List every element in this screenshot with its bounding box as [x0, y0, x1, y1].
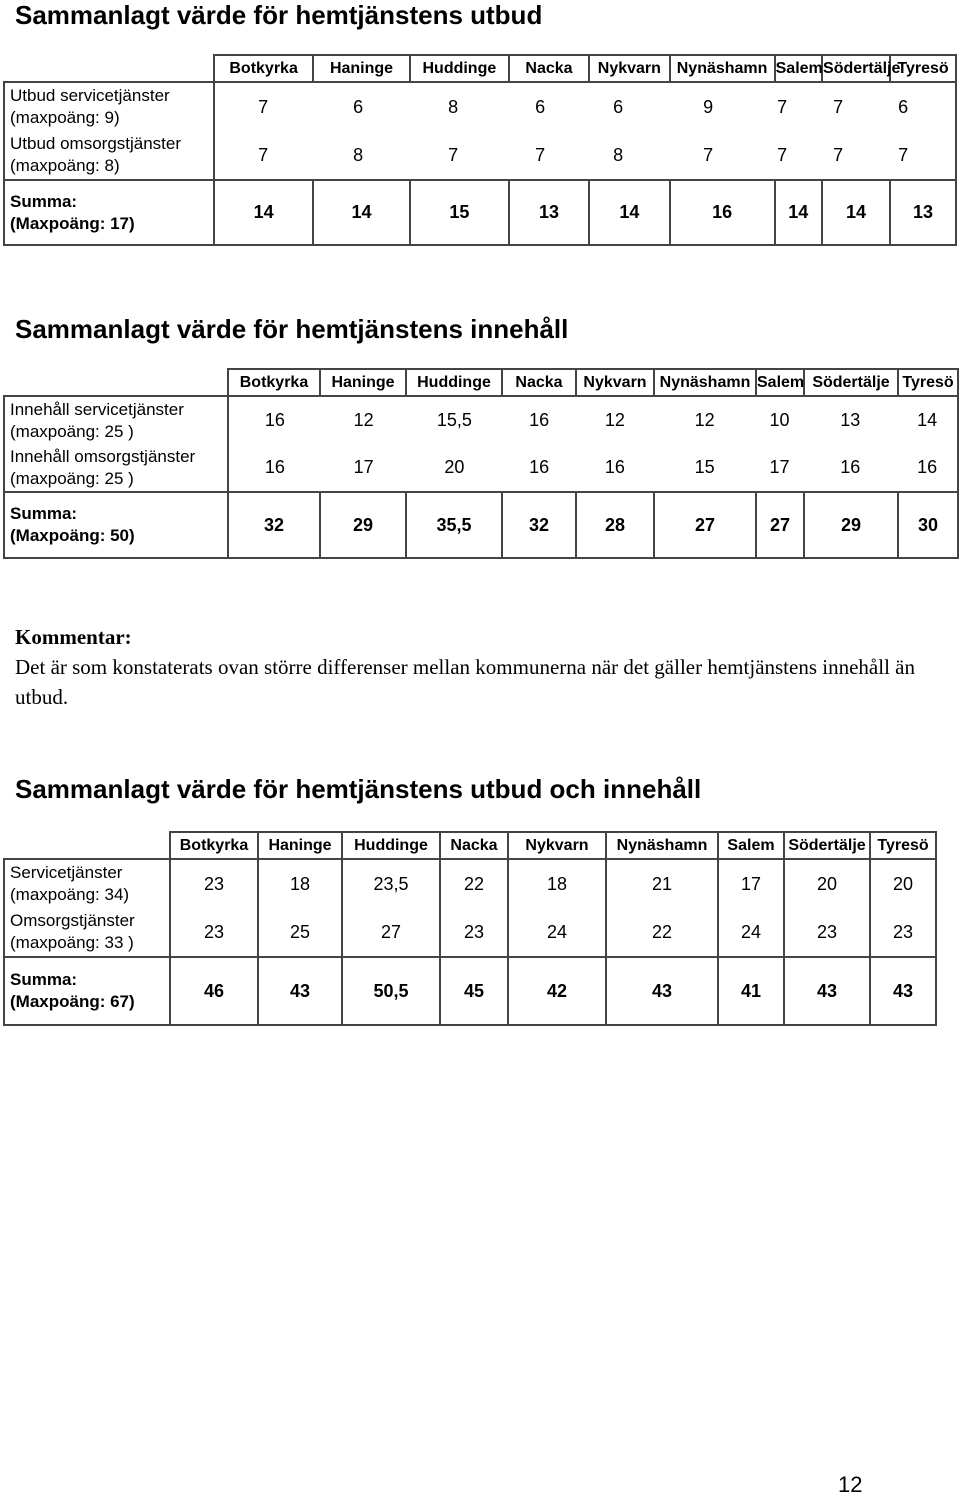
value-cell: 7 — [258, 144, 269, 165]
value-cell: 6 — [535, 96, 546, 117]
row-values — [214, 131, 956, 180]
table-row — [4, 131, 956, 180]
table-row — [4, 444, 958, 492]
col-header: Haninge — [258, 832, 342, 859]
sum-label: Summa: (Maxpoäng: 50) — [4, 492, 228, 558]
sum-cell: 43 — [784, 957, 870, 1025]
col-header: Salem — [718, 832, 784, 859]
col-header: Huddinge — [342, 832, 440, 859]
row-values — [228, 444, 958, 492]
col-header: Huddinge — [410, 55, 509, 82]
sum-cell: 32 — [502, 492, 576, 558]
sum-row — [4, 492, 958, 558]
value-cell: 23,5 — [342, 859, 440, 908]
sum-cell: 27 — [756, 492, 804, 558]
table-row — [4, 859, 936, 908]
table-row — [4, 396, 958, 444]
col-header: Tyresö — [870, 832, 936, 859]
sum-cell: 16 — [670, 180, 775, 245]
col-header: Haninge — [320, 369, 406, 396]
sum-cell: 14 — [214, 180, 313, 245]
value-cell: 14 — [917, 410, 938, 430]
row-label: Utbud servicetjänster (maxpoäng: 9) — [4, 82, 214, 131]
sum-cell: 42 — [508, 957, 606, 1025]
value-cell: 27 — [342, 908, 440, 957]
value-cell: 7 — [535, 144, 546, 165]
sum-cell: 14 — [775, 180, 822, 245]
value-cell: 7 — [777, 144, 788, 165]
utbud-table — [3, 54, 957, 246]
value-cell: 24 — [718, 908, 784, 957]
row-label: Omsorgstjänster (maxpoäng: 33 ) — [4, 908, 170, 957]
value-cell: 20 — [870, 859, 936, 908]
sum-row — [4, 180, 956, 245]
comment-text: Det är som konstaterats ovan större differenser mellan kommunerna när det gäller hemtjänstens innehåll än utbud. — [15, 655, 915, 709]
col-header: Botkyrka — [170, 832, 258, 859]
innehall-table — [3, 368, 959, 559]
sum-cell: 13 — [509, 180, 589, 245]
value-cell: 6 — [613, 96, 624, 117]
table-corner — [4, 832, 170, 859]
table-row — [4, 82, 956, 131]
value-cell: 16 — [264, 457, 285, 477]
sum-cell: 41 — [718, 957, 784, 1025]
row-values — [228, 396, 958, 444]
col-header: Nykvarn — [576, 369, 654, 396]
col-header: Haninge — [313, 55, 410, 82]
comment-heading: Kommentar: — [15, 625, 132, 649]
value-cell: 16 — [917, 457, 938, 477]
value-cell: 7 — [258, 96, 269, 117]
sum-cell: 43 — [606, 957, 718, 1025]
value-cell: 23 — [870, 908, 936, 957]
value-cell: 7 — [448, 144, 459, 165]
value-cell: 23 — [440, 908, 508, 957]
value-cell: 23 — [784, 908, 870, 957]
col-header: Nynäshamn — [606, 832, 718, 859]
col-header: Södertälje — [822, 55, 890, 82]
row-label: Innehåll omsorgstjänster (maxpoäng: 25 ) — [4, 444, 228, 492]
sum-cell: 13 — [890, 180, 956, 245]
sum-row — [4, 957, 936, 1025]
value-cell: 12 — [694, 410, 715, 430]
value-cell: 22 — [606, 908, 718, 957]
value-cell: 8 — [613, 144, 624, 165]
col-header: Södertälje — [804, 369, 898, 396]
col-header: Salem — [756, 369, 804, 396]
col-header: Huddinge — [406, 369, 502, 396]
value-cell: 18 — [258, 859, 342, 908]
sum-cell: 30 — [898, 492, 958, 558]
sum-cell: 32 — [228, 492, 320, 558]
col-header: Nacka — [509, 55, 589, 82]
value-cell: 23 — [170, 859, 258, 908]
page-number: 12 — [838, 1472, 863, 1497]
table-1-title: Sammanlagt värde för hemtjänstens utbud — [15, 0, 543, 30]
value-cell: 21 — [606, 859, 718, 908]
sum-cell: 45 — [440, 957, 508, 1025]
col-header: Salem — [775, 55, 822, 82]
value-cell: 9 — [703, 96, 714, 117]
value-cell: 6 — [353, 96, 364, 117]
value-cell: 7 — [898, 144, 909, 165]
table-3-title: Sammanlagt värde för hemtjänstens utbud och innehåll — [15, 774, 702, 804]
col-header: Nynäshamn — [654, 369, 756, 396]
sum-cell: 27 — [654, 492, 756, 558]
value-cell: 16 — [264, 410, 285, 430]
value-cell: 15,5 — [436, 410, 472, 430]
value-cell: 17 — [353, 457, 374, 477]
row-label: Servicetjänster (maxpoäng: 34) — [4, 859, 170, 908]
sum-cell: 29 — [320, 492, 406, 558]
sum-cell: 35,5 — [406, 492, 502, 558]
value-cell: 18 — [508, 859, 606, 908]
value-cell: 16 — [604, 457, 625, 477]
col-header: Nykvarn — [508, 832, 606, 859]
comment-block — [15, 622, 945, 712]
col-header: Botkyrka — [214, 55, 313, 82]
value-cell: 23 — [170, 908, 258, 957]
utbud-och-innehall-table — [3, 831, 937, 1026]
value-cell: 20 — [784, 859, 870, 908]
value-cell: 24 — [508, 908, 606, 957]
col-header: Nynäshamn — [670, 55, 775, 82]
value-cell: 16 — [840, 457, 861, 477]
value-cell: 8 — [448, 96, 459, 117]
value-cell: 16 — [529, 457, 550, 477]
sum-cell: 29 — [804, 492, 898, 558]
sum-cell: 14 — [313, 180, 410, 245]
col-header: Södertälje — [784, 832, 870, 859]
value-cell: 10 — [769, 410, 790, 430]
row-label: Innehåll servicetjänster (maxpoäng: 25 ) — [4, 396, 228, 444]
table-row — [4, 908, 936, 957]
sum-cell: 28 — [576, 492, 654, 558]
table-corner — [4, 369, 228, 396]
col-header: Nacka — [502, 369, 576, 396]
sum-cell: 50,5 — [342, 957, 440, 1025]
col-header: Nykvarn — [589, 55, 669, 82]
value-cell: 25 — [258, 908, 342, 957]
sum-label: Summa: (Maxpoäng: 67) — [4, 957, 170, 1025]
value-cell: 16 — [529, 410, 550, 430]
value-cell: 7 — [777, 96, 788, 117]
sum-cell: 14 — [822, 180, 890, 245]
value-cell: 17 — [718, 859, 784, 908]
value-cell: 7 — [703, 144, 714, 165]
value-cell: 6 — [898, 96, 909, 117]
value-cell: 20 — [444, 457, 465, 477]
col-header: Botkyrka — [228, 369, 320, 396]
value-cell: 12 — [353, 410, 374, 430]
col-header: Tyresö — [890, 55, 956, 82]
table-2-title: Sammanlagt värde för hemtjänstens innehåll — [15, 314, 569, 344]
value-cell: 15 — [694, 457, 715, 477]
sum-label: Summa: (Maxpoäng: 17) — [4, 180, 214, 245]
sum-cell: 15 — [410, 180, 509, 245]
col-header: Tyresö — [898, 369, 958, 396]
table-corner — [4, 55, 214, 82]
col-header: Nacka — [440, 832, 508, 859]
sum-cell: 43 — [870, 957, 936, 1025]
value-cell: 13 — [840, 410, 861, 430]
row-values — [214, 82, 956, 131]
sum-cell: 43 — [258, 957, 342, 1025]
value-cell: 8 — [353, 144, 364, 165]
sum-cell: 46 — [170, 957, 258, 1025]
value-cell: 7 — [833, 144, 844, 165]
value-cell: 22 — [440, 859, 508, 908]
value-cell: 17 — [769, 457, 790, 477]
value-cell: 12 — [604, 410, 625, 430]
row-label: Utbud omsorgstjänster (maxpoäng: 8) — [4, 131, 214, 180]
value-cell: 7 — [833, 96, 844, 117]
sum-cell: 14 — [589, 180, 669, 245]
